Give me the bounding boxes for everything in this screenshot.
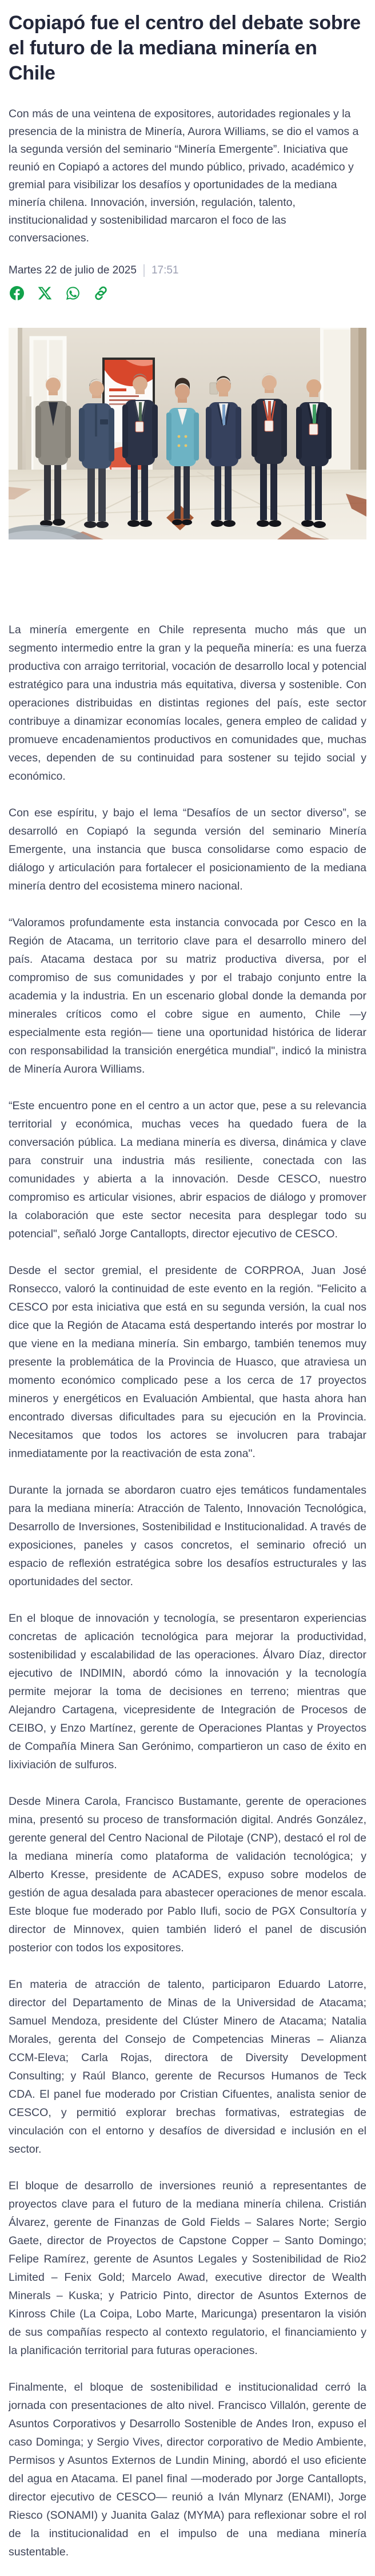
page-title: Copiapó fue el centro del debate sobre el futuro de la mediana minería en Chile — [9, 12, 361, 84]
article-body — [9, 621, 366, 2561]
article-photo — [9, 328, 366, 539]
link-icon — [94, 286, 108, 300]
article-paragraph: “Este encuentro pone en el centro a un actor que, pese a su relevancia territorial y económica, muchas veces ha quedado fuera de la conversación pública. La mediana minería es diversa, dinámica y clave para construir una industria más resiliente, conectada con las comunidades y abierta a la innovación. Desde CESCO, nuestro compromiso es articular visiones, abrir espacios de diálogo y promover la colaboración que este sector necesita para desplegar todo su potencial", señaló Jorge Cantallopts, director ejecutivo de CESCO. — [9, 1100, 366, 1240]
group-photo-illustration — [9, 328, 366, 539]
whatsapp-icon — [66, 286, 80, 300]
article-paragraph: Desde el sector gremial, el presidente de CORPROA, Juan José Ronsecco, valoró la continuidad de este evento en la región. "Felicito a CESCO por esta iniciativa que está en su segunda versión, la cual nos dice que la Región de Atacama está despertando interés por mostrar lo que viene en la mediana minería. Sin embargo, también tenemos muy presente la problemática de la Provincia de Huasco, que atraviesa un momento económico complicado pese a los cerca de 17 proyectos mineros y energéticos en Evaluación Ambiental, que hasta ahora han encontrado diversas dificultades para su ejecución en la Provincia. Necesitamos que todos los actores se involucren para trabajar inmediatamente por la reactivación de esta zona". — [9, 1264, 366, 1460]
article-paragraph: Durante la jornada se abordaron cuatro ejes temáticos fundamentales para la mediana minería: Atracción de Talento, Innovación Tecnológica, Desarrollo de Inversiones, Sostenibilidad e Institucionalidad. A través de exposiciones, paneles y casos concretos, el seminario ofreció un espacio de reflexión estratégica sobre los desafíos estructurales y las oportunidades del sector. — [9, 1484, 366, 1588]
article-date: Martes 22 de julio de 2025 — [9, 264, 137, 276]
share-whatsapp-button[interactable] — [66, 286, 80, 300]
article-meta — [9, 264, 366, 277]
share-x-button[interactable] — [38, 286, 52, 300]
article-paragraph: Finalmente, el bloque de sostenibilidad e institucionalidad cerró la jornada con presentaciones de alto nivel. Francisco Villalón, gerente de Asuntos Corporativos y Desarrollo Sostenible de Andes Iron, expuso el caso Dominga; y Sergio Vives, director corporativo de Medio Ambiente, Permisos y Asuntos Externos de Lundin Mining, abordó el uso eficiente del agua en Atacama. El panel final —moderado por Jorge Cantallopts, director ejecutivo de CESCO— reunió a Iván Mlynarz (ENAMI), Jorge Riesco (SONAMI) y Juanita Galaz (MYMA) para reflexionar sobre el rol de la institucionalidad en el impulso de una mediana minería sustentable. — [9, 2381, 366, 2558]
article-paragraph: “Valoramos profundamente esta instancia convocada por Cesco en la Región de Atacama, un territorio clave para el desarrollo minero del país. Atacama destaca por su matriz productiva diversa, por el compromiso de sus comunidades y por el trabajo conjunto entre la academia y la industria. En un escenario global donde la demanda por minerales críticos como el cobre sigue en aumento, Chile —y especialmente esta región— tiene una oportunidad histórica de liderar con responsabilidad la transición energética mundial", indicó la ministra de Minería Aurora Williams. — [9, 916, 366, 1075]
meta-divider — [143, 264, 145, 277]
x-icon — [38, 286, 52, 300]
article-time: 17:51 — [151, 264, 179, 276]
article-paragraph: En el bloque de innovación y tecnología, se presentaron experiencias concretas de aplicación tecnológica para mejorar la productividad, sostenibilidad y escalabilidad de las operaciones. Álvaro Díaz, director ejecutivo de INDIMIN, abordó cómo la innovación y la tecnología permite mejorar la toma de decisiones en terreno; mientras que Alejandro Cartagena, vicepresidente de Integración de Procesos de CEIBO, y Enzo Martínez, gerente de Operaciones Plantas y Proyectos de Compañía Minera San Gerónimo, compartieron un caso de éxito en lixiviación de sulfuros. — [9, 1612, 366, 1771]
share-copy-link-button[interactable] — [94, 286, 108, 300]
article-paragraph: Desde Minera Carola, Francisco Bustamante, gerente de operaciones mina, presentó su proceso de transformación digital. Andrés González, gerente general del Centro Nacional de Pilotaje (CNP), destacó el rol de la mediana minería como plataforma de validación tecnológica; y Alberto Kresse, presidente de ACADES, expuso sobre modelos de gestión de agua desalada para abastecer operaciones de menor escala. Este bloque fue moderado por Pablo Ilufi, socio de PGX Consultoría y director de Minnovex, quien también lideró el panel de discusión posterior con todos los expositores. — [9, 1795, 366, 1954]
share-facebook-button[interactable] — [10, 286, 24, 300]
article-paragraph: La minería emergente en Chile representa mucho más que un segmento intermedio entre la gran y la pequeña minería: es una fuerza productiva con arraigo territorial, vocación de desarrollo local y potencial estratégico para una industria más equitativa, diversa y sostenible. Con operaciones distribuidas en distintas regiones del país, este sector contribuye a dinamizar economías locales, genera empleo de calidad y promueve encadenamientos productivos en comunidades que, muchas veces, dependen de su continuidad para sostener su tejido social y económico. — [9, 624, 366, 783]
article-paragraph: En materia de atracción de talento, participaron Eduardo Latorre, director del Departamento de Minas de la Universidad de Atacama; Samuel Mendoza, presidente del Clúster Minero de Atacama; Natalia Morales, gerenta del Consejo de Competencias Mineras – Alianza CCM-Eleva; Carla Rojas, directora de Diversity Development Consulting; y Raúl Blanco, gerente de Recursos Humanos de Teck CDA. El panel fue moderado por Cristian Cifuentes, analista senior de CESCO, y permitió explorar brechas formativas, estrategias de vinculación con el entorno y desafíos de diversidad e inclusión en el sector. — [9, 1978, 366, 2156]
share-row — [10, 286, 366, 300]
facebook-icon — [10, 286, 24, 300]
article-paragraph: Con ese espíritu, y bajo el lema “Desafíos de un sector diverso”, se desarrolló en Copiapó la segunda versión del seminario Minería Emergente, una instancia que busca consolidarse como espacio de diálogo y articulación para fortalecer el posicionamiento de la mediana minería dentro del ecosistema minero nacional. — [9, 807, 366, 892]
article-lede: Con más de una veintena de expositores, autoridades regionales y la presencia de la ministra de Minería, Aurora Williams, se dio el vamos a la segunda versión del seminario “Minería Emergente”. Iniciativa que reunió en Copiapó a actores del mundo público, privado, académico y gremial para visibilizar los desafíos y oportunidades de la mediana minería chilena. Innovación, inversión, regulación, talento, institucionalidad y sostenibilidad marcaron el foco de las conversaciones. — [9, 108, 359, 244]
article-paragraph: El bloque de desarrollo de inversiones reunió a representantes de proyectos clave para el futuro de la mediana minería chilena. Cristián Álvarez, gerente de Finanzas de Gold Fields – Salares Norte; Sergio Gaete, director de Proyectos de Capstone Copper – Santo Domingo; Felipe Ramírez, gerente de Asuntos Legales y Sostenibilidad de Rio2 Limited – Fenix Gold; Marcelo Awad, executive director de Wealth Minerals – Kuska; y Patricio Pinto, director de Asuntos Externos de Kinross Chile (La Coipa, Lobo Marte, Maricunga) presentaron la visión de sus compañías respecto al contexto regulatorio, el financiamiento y la planificación territorial para futuras operaciones. — [9, 2180, 366, 2357]
